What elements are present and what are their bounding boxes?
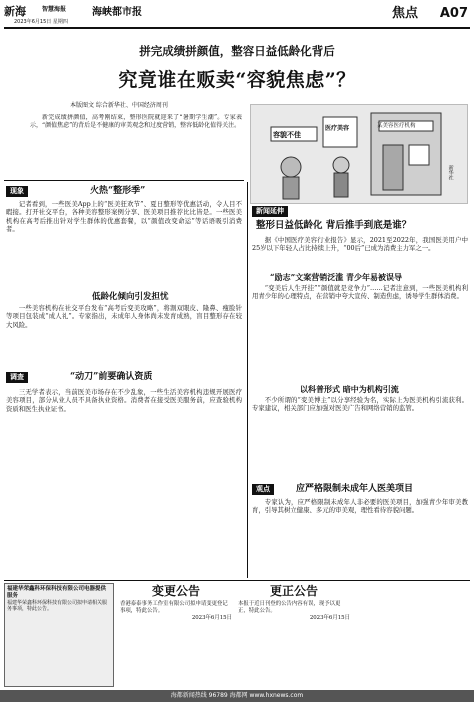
ad-title: 福建华荣鑫科环保科技有限公司电器提供服务	[7, 586, 107, 599]
subhead-right-2: “励志”文案营销泛滥 青少年易被误导	[270, 272, 402, 282]
badge-investigation: 调查	[6, 372, 28, 383]
badge-extension: 新闻延伸	[252, 206, 288, 217]
page-number: A07	[439, 6, 468, 21]
dateline: 2023年6月15日 星期四	[14, 19, 68, 25]
illustration	[250, 104, 468, 204]
divider	[4, 180, 244, 181]
notice-change	[120, 583, 232, 621]
badge-phenomenon: 现象	[6, 186, 28, 197]
building-sign: 某美容医疗机构	[377, 123, 416, 129]
section-title: 焦点	[391, 6, 418, 21]
subhead-right-1: 整形日益低龄化 背后推手到底是谁？	[256, 220, 412, 231]
paper-name: 海峡都市报	[92, 7, 142, 18]
byline: 本版图文 综合新华社、中国经济周刊	[70, 102, 168, 109]
right-body-3: 不少所谓的“变美博主”以分享经验为名，实际上为医美机构引流获利。专家建议，相关部门应加强对医美广告和网络营销的监管。	[252, 396, 468, 413]
masthead	[4, 3, 470, 29]
sign-left: 容貌不佳	[273, 130, 301, 139]
notice-correction-body: 本报于近日刊登的公告内容有误，现予以更正，特此公告。	[238, 601, 341, 614]
subhead-2: 低龄化倾向引发担忧	[92, 292, 169, 302]
illustration-credit: 新华社	[447, 165, 454, 180]
brand-logo: 新海	[4, 5, 26, 18]
subhead-3: “动刀”前要确认资质	[70, 372, 153, 382]
right-body-2: “变美后人生开挂”“颜值就是竞争力”……记者注意到，一些医美机构利用青少年的心理特点，在营销中夸大宣传、制造焦虑，诱导学生群体消费。	[252, 284, 468, 301]
subhead-right-3: 以科普形式 暗中为机构引流	[300, 384, 399, 394]
advertisement	[4, 583, 114, 687]
left-body-1: 记者看到，一些医美App上的“医美狂欢节”、夏日整形等优惠活动，令人目不暇接。打开社交平台，各种美容整形案例分享、医美项目推荐比比皆是。一些医美机构在高考后推出针对学生群体的优惠套餐，以“颜值改变命运”等话语吸引消费者。	[6, 200, 242, 234]
notice-correction-title: 更正公告	[269, 584, 318, 598]
sign-right: 医疗美容	[325, 125, 350, 132]
ad-body: 福建华荣鑫科环保科技有限公司拟申请相关服务事项，特此公告。	[7, 599, 108, 612]
page-footer: 海都新闻热线 96789 海都网 www.hxnews.com	[0, 690, 474, 702]
headline: 究竟谁在贩卖“容貌焦虑”？	[118, 69, 356, 91]
notice-change-body: 香港泰泰事务工作室有限公司拟申请变更登记事项，特此公告。	[120, 601, 228, 614]
right-body-1: 据《中国医疗美容行业报告》显示，2021至2022年，我国医美用户中25岁以下年轻人占比持续上升，“00后”已成为消费主力军之一。	[252, 236, 468, 253]
notice-change-title: 变更公告	[151, 584, 200, 598]
notice-correction	[238, 583, 350, 621]
notice-divider	[4, 580, 470, 581]
left-body-2: 一些美容机构在社交平台发布“高考后变美攻略”，将割双眼皮、隆鼻、瘦脸针等项目包装成“成人礼”。专家指出，未成年人身体尚未发育成熟，盲目整形存在较大风险。	[6, 304, 242, 329]
right-body-4: 专家认为，应严格限制未成年人非必要的医美项目，加强青少年审美教育，引导其树立健康、多元的审美观，理性看待容貌问题。	[252, 498, 468, 515]
lead-paragraph: 新完成绩拼颜值，高考刚结束，整形医院就迎来了“暑期学生潮”。专家表示，“颜值焦虑”的背后是不健康的审美观念和过度营销，整容低龄化值得关注。	[30, 114, 242, 129]
left-body-3: 三无学者表示，当前医美市场存在不少乱象，一些生活美容机构违规开展医疗美容项目，部分从业人员不具备执业资格。消费者在接受医美服务前，应查验机构资质和医生执业证书。	[6, 388, 242, 413]
notice-change-date: 2023年6月15日	[191, 614, 232, 621]
column-divider	[247, 182, 248, 578]
kicker: 拼完成绩拼颜值，整容日益低龄化背后	[139, 44, 335, 58]
badge-viewpoint: 观点	[252, 484, 274, 495]
subhead-1: 火热“整形季”	[90, 186, 146, 196]
brand-subtitle: 智慧海报	[42, 6, 67, 13]
subhead-right-4: 应严格限制未成年人医美项目	[296, 484, 414, 494]
notice-correction-date: 2023年6月15日	[309, 614, 350, 621]
